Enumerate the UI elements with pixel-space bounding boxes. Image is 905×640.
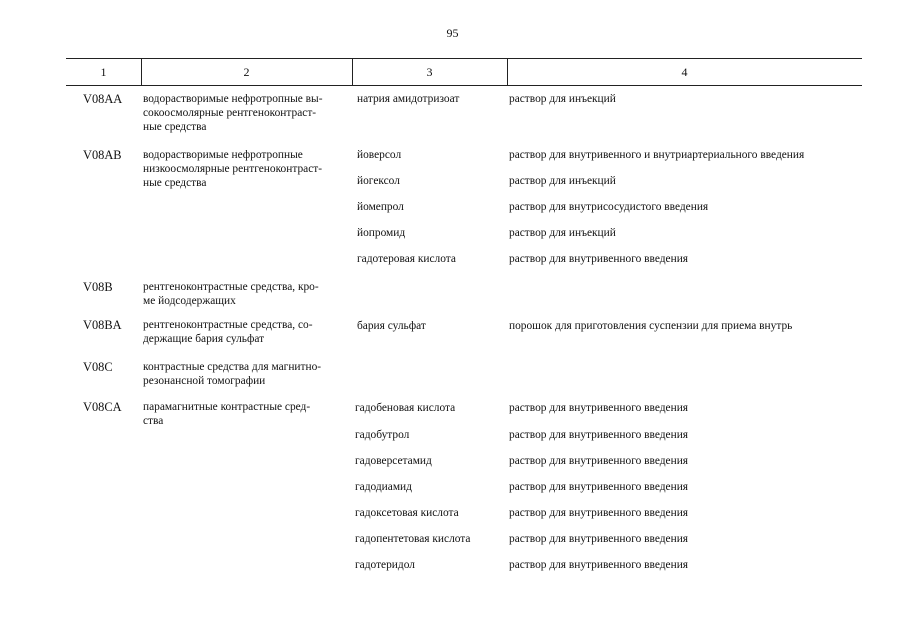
drug-name: гадобеновая кислота bbox=[355, 402, 456, 414]
description-line: водорастворимые нефротропные bbox=[143, 149, 303, 161]
dosage-form: раствор для внутривенного введения bbox=[509, 533, 689, 545]
group-description bbox=[143, 400, 351, 428]
dosage-form: раствор для внутривенного введения bbox=[509, 402, 689, 414]
drug-name: гадопентетовая кислота bbox=[355, 533, 471, 545]
group-description bbox=[143, 280, 351, 308]
dosage-form: раствор для внутривенного введения bbox=[509, 455, 689, 467]
description-line: ме йодсодержащих bbox=[143, 295, 236, 307]
dosage-form: раствор для внутривенного введения bbox=[509, 559, 689, 571]
description-line: ства bbox=[143, 415, 164, 427]
drug-name: гадотеридол bbox=[355, 559, 415, 571]
dosage-form: раствор для внутривенного введения bbox=[509, 253, 689, 265]
page-number: 95 bbox=[446, 26, 459, 40]
atc-code: V08AA bbox=[83, 92, 123, 106]
header-col-1: 1 bbox=[100, 65, 107, 79]
group-description bbox=[143, 148, 351, 190]
description-line: ные средства bbox=[143, 121, 207, 133]
drug-name: йогексол bbox=[357, 175, 400, 187]
dosage-form: раствор для внутривенного введения bbox=[509, 507, 689, 519]
drug-name: гадоверсетамид bbox=[355, 455, 432, 467]
group-description bbox=[143, 92, 351, 134]
group-description bbox=[143, 360, 351, 388]
dosage-form: раствор для внутривенного и внутриартериального введения bbox=[509, 149, 805, 161]
atc-code: V08AB bbox=[83, 148, 122, 162]
drug-name: гадоксетовая кислота bbox=[355, 507, 459, 519]
drug-name: йомепрол bbox=[357, 201, 404, 213]
header-col-4: 4 bbox=[681, 65, 688, 79]
drug-name: йоверсол bbox=[357, 149, 402, 161]
dosage-form: раствор для инъекций bbox=[509, 227, 616, 239]
drug-name: гадотеровая кислота bbox=[357, 253, 456, 265]
description-line: рентгеноконтрастные средства, кро- bbox=[143, 281, 319, 293]
description-line: низкоосмолярные рентгеноконтраст- bbox=[143, 163, 323, 175]
drug-name: натрия амидотризоат bbox=[357, 93, 460, 105]
description-line: рентгеноконтрастные средства, со- bbox=[143, 319, 313, 331]
description-line: парамагнитные контрастные сред- bbox=[143, 401, 311, 413]
dosage-form: раствор для инъекций bbox=[509, 93, 616, 105]
dosage-form: раствор для внутрисосудистого введения bbox=[509, 201, 709, 213]
description-line: держащие бария сульфат bbox=[143, 333, 265, 345]
header-col-3: 3 bbox=[426, 65, 433, 79]
description-line: контрастные средства для магнитно- bbox=[143, 361, 322, 373]
dosage-form: порошок для приготовления суспензии для приема внутрь bbox=[509, 320, 793, 332]
table-header bbox=[66, 58, 862, 86]
dosage-form: раствор для внутривенного введения bbox=[509, 429, 689, 441]
description-line: сокоосмолярные рентгеноконтраст- bbox=[143, 107, 317, 119]
group-description bbox=[143, 318, 351, 346]
description-line: резонансной томографии bbox=[143, 375, 266, 387]
atc-code: V08CA bbox=[83, 400, 122, 414]
dosage-form: раствор для внутривенного введения bbox=[509, 481, 689, 493]
drug-name: бария сульфат bbox=[357, 320, 426, 332]
drug-name: гадодиамид bbox=[355, 481, 412, 493]
atc-code: V08B bbox=[83, 280, 113, 294]
atc-code: V08C bbox=[83, 360, 113, 374]
description-line: ные средства bbox=[143, 177, 207, 189]
header-col-2: 2 bbox=[243, 65, 250, 79]
dosage-form: раствор для инъекций bbox=[509, 175, 616, 187]
description-line: водорастворимые нефротропные вы- bbox=[143, 93, 323, 105]
drug-name: гадобутрол bbox=[355, 429, 410, 441]
atc-code: V08BA bbox=[83, 318, 122, 332]
drug-name: йопромид bbox=[357, 227, 406, 239]
